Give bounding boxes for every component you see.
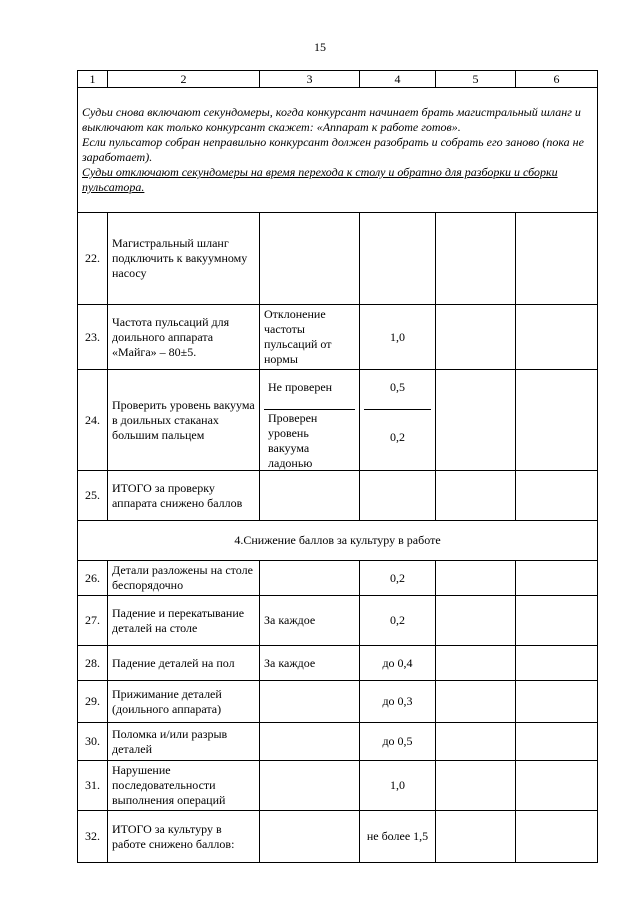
- row-description: Прижимание деталей (доильного аппарата): [108, 681, 260, 723]
- row-condition-split: [260, 370, 360, 471]
- row-condition: За каждое: [260, 596, 360, 646]
- page-number: 15: [314, 40, 326, 54]
- row-score-split: [360, 370, 436, 471]
- header-cell: 4: [360, 71, 436, 88]
- row-score: 1,0: [360, 761, 436, 811]
- row-condition: [260, 723, 360, 761]
- table-row: [78, 213, 598, 305]
- empty-cell: [436, 596, 516, 646]
- notes-row: [78, 88, 598, 213]
- empty-cell: [516, 305, 598, 370]
- row-score: 0,2: [390, 430, 405, 444]
- empty-cell: [516, 811, 598, 863]
- row-score: 0,2: [360, 561, 436, 596]
- row-condition: [260, 761, 360, 811]
- table-row: [78, 761, 598, 811]
- empty-cell: [436, 305, 516, 370]
- row-condition: Не проверен: [264, 372, 355, 410]
- empty-cell: [516, 723, 598, 761]
- empty-cell: [436, 723, 516, 761]
- header-row: [78, 71, 598, 88]
- row-description: Падение и перекатывание деталей на столе: [108, 596, 260, 646]
- empty-cell: [516, 596, 598, 646]
- note-text: Судьи снова включают секундомеры, когда конкурсант начинает брать магистральный шланг и выключают как только конкурсант скажет: «Аппарат к работе готов».: [82, 105, 581, 134]
- table-row: [78, 646, 598, 681]
- row-description: Частота пульсаций для доильного аппарата «Майга» – 80±5.: [108, 305, 260, 370]
- empty-cell: [516, 761, 598, 811]
- header-cell: 6: [516, 71, 598, 88]
- row-condition: Отклонение частоты пульсаций от нормы: [260, 305, 360, 370]
- empty-cell: [436, 761, 516, 811]
- table-row: [78, 305, 598, 370]
- note-text: Если пульсатор собран неправильно конкурсант должен разобрать и собрать его заново (пока не заработает).: [82, 135, 584, 164]
- header-cell: 1: [78, 71, 108, 88]
- row-number: 32.: [78, 811, 108, 863]
- empty-cell: [436, 471, 516, 521]
- row-score: [360, 213, 436, 305]
- header-cell: 5: [436, 71, 516, 88]
- row-score: до 0,4: [360, 646, 436, 681]
- empty-cell: [436, 681, 516, 723]
- row-condition: [260, 561, 360, 596]
- row-score: до 0,3: [360, 681, 436, 723]
- table-row: [78, 471, 598, 521]
- section-row: [78, 521, 598, 561]
- row-number: 28.: [78, 646, 108, 681]
- header-cell: 3: [260, 71, 360, 88]
- empty-cell: [260, 471, 360, 521]
- section-title: 4.Снижение баллов за культуру в работе: [78, 521, 598, 561]
- row-description: Поломка и/или разрыв деталей: [108, 723, 260, 761]
- table-row: [78, 370, 598, 471]
- table-row: [78, 723, 598, 761]
- row-condition: Проверен уровень вакуума ладонью: [268, 411, 318, 470]
- empty-cell: [436, 370, 516, 471]
- empty-cell: [436, 561, 516, 596]
- empty-cell: [516, 471, 598, 521]
- empty-cell: [360, 471, 436, 521]
- table-row: [78, 811, 598, 863]
- empty-cell: [516, 561, 598, 596]
- row-condition: За каждое: [260, 646, 360, 681]
- row-score: 0,5: [364, 372, 431, 410]
- row-description: Детали разложены на столе беспорядочно: [108, 561, 260, 596]
- row-number: 23.: [78, 305, 108, 370]
- table-row: [78, 596, 598, 646]
- table-row: [78, 561, 598, 596]
- row-score: не более 1,5: [360, 811, 436, 863]
- row-description: ИТОГО за проверку аппарата снижено баллов: [108, 471, 260, 521]
- row-condition: [260, 213, 360, 305]
- empty-cell: [516, 646, 598, 681]
- row-condition: [260, 681, 360, 723]
- note-text: Судьи отключают секундомеры на время перехода к столу и обратно для разборки и сборки пульсатора.: [82, 165, 558, 194]
- empty-cell: [516, 370, 598, 471]
- row-description: Проверить уровень вакуума в доильных стаканах большим пальцем: [108, 370, 260, 471]
- row-number: 22.: [78, 213, 108, 305]
- empty-cell: [436, 811, 516, 863]
- row-score: 1,0: [360, 305, 436, 370]
- row-number: 24.: [78, 370, 108, 471]
- row-description: Нарушение последовательности выполнения операций: [108, 761, 260, 811]
- notes-cell: [78, 88, 598, 213]
- row-number: 27.: [78, 596, 108, 646]
- row-score: 0,2: [360, 596, 436, 646]
- table-row: [78, 681, 598, 723]
- row-description: Магистральный шланг подключить к вакуумному насосу: [108, 213, 260, 305]
- row-number: 31.: [78, 761, 108, 811]
- row-number: 29.: [78, 681, 108, 723]
- empty-cell: [516, 213, 598, 305]
- row-score: до 0,5: [360, 723, 436, 761]
- row-condition: [260, 811, 360, 863]
- row-description: ИТОГО за культуру в работе снижено баллов:: [108, 811, 260, 863]
- row-description: Падение деталей на пол: [108, 646, 260, 681]
- empty-cell: [516, 681, 598, 723]
- empty-cell: [436, 646, 516, 681]
- empty-cell: [436, 213, 516, 305]
- row-number: 25.: [78, 471, 108, 521]
- header-cell: 2: [108, 71, 260, 88]
- scoring-table: [77, 70, 598, 863]
- row-number: 26.: [78, 561, 108, 596]
- row-number: 30.: [78, 723, 108, 761]
